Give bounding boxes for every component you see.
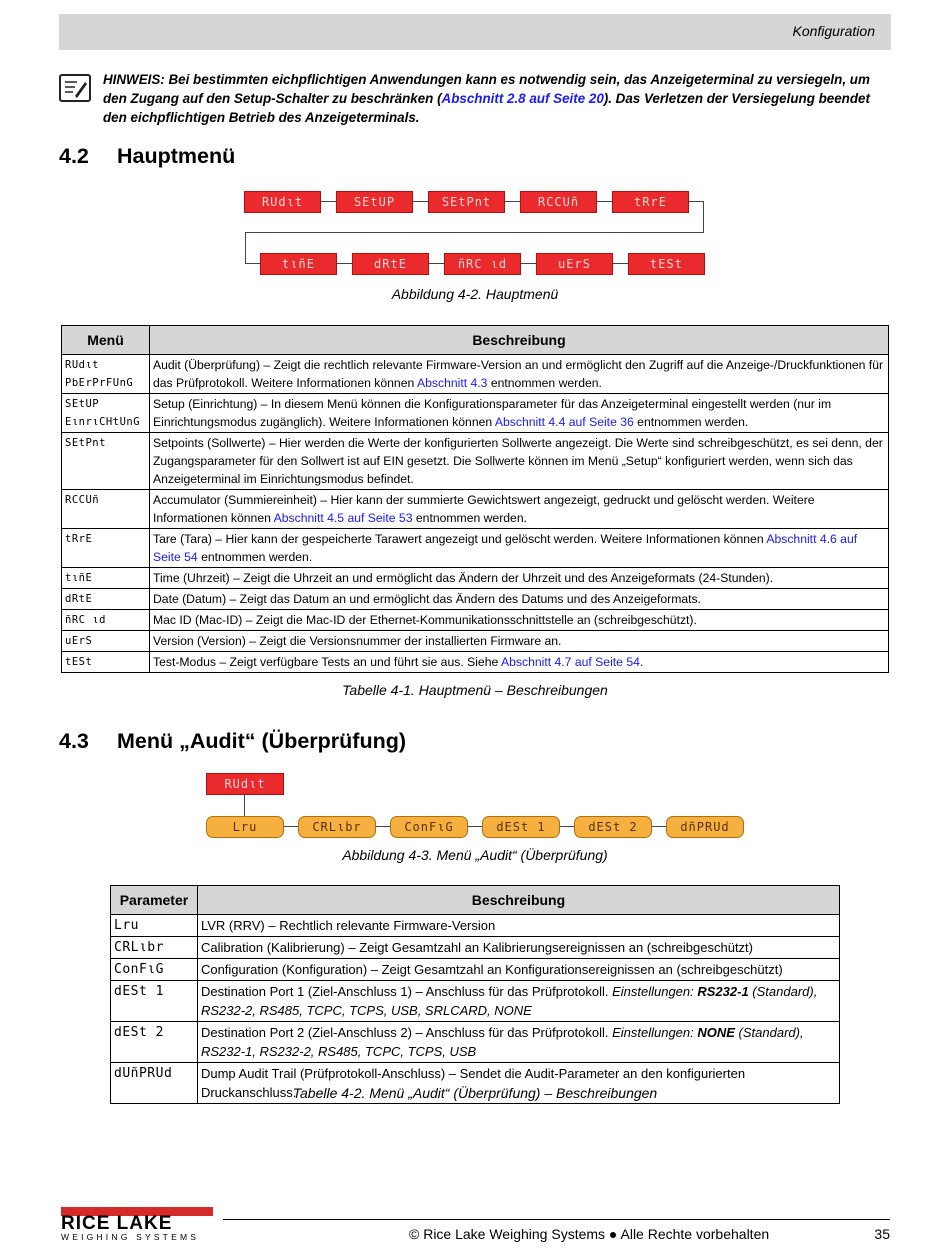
default-setting: NONE <box>697 1025 735 1040</box>
parameter-code: CRLιbr <box>111 937 198 959</box>
table-row <box>62 490 889 529</box>
table-caption-4-2: Tabelle 4-2. Menü „Audit“ (Überprüfung) – Beschreibungen <box>292 1085 658 1101</box>
section-number: 4.2 <box>59 144 89 168</box>
section-link[interactable]: Abschnitt 4.7 auf Seite 54 <box>500 655 640 669</box>
parameter-code: dUñPRUd <box>111 1063 198 1104</box>
menu-code: RCCUñ <box>62 490 150 529</box>
description-text: Version (Version) – Zeigt die Versionsnummer der installierten Firmware an. <box>152 634 562 648</box>
menu-code: RUdιt PbErPrFUnG <box>62 355 150 394</box>
audit-root-box: RUdιt <box>206 773 284 795</box>
note-prefix: HINWEIS: Bei bestimmten eichpflichtigen Anwendungen kann es notwendig sein, das Anzeigeterminal zu versiegeln, um den Zugang auf den Setup-Schalter zu beschränken ( <box>103 72 870 106</box>
logo-tagline: WEIGHING SYSTEMS <box>61 1232 200 1242</box>
section-link[interactable]: Abschnitt 4.6 auf Seite 54 <box>152 532 858 564</box>
column-header-menu: Menü <box>62 326 150 355</box>
description-text: Mac ID (Mac-ID) – Zeigt die Mac-ID der Ethernet-Kommunikationsschnittstelle an (schreibgeschützt). <box>152 613 697 627</box>
menu-code: uErS <box>62 631 150 652</box>
menu-box-time: tιñE <box>260 253 337 275</box>
audit-box-calibration: CRLιbr <box>298 816 376 838</box>
default-setting: RS232-1 <box>697 984 749 999</box>
section-number: 4.3 <box>59 729 89 753</box>
table-row <box>62 394 889 433</box>
menu-box-audit: RUdιt <box>244 191 321 213</box>
section-link[interactable]: Abschnitt 4.5 auf Seite 53 <box>273 511 413 525</box>
header-title: Konfiguration <box>792 23 875 39</box>
section-link[interactable]: Abschnitt 4.4 auf Seite 36 <box>494 415 634 429</box>
settings-options: (Standard), RS232-1, RS232-2, RS485, TCPC, TCPS, USB <box>200 1025 804 1059</box>
description-text: Test-Modus – Zeigt verfügbare Tests an und führt sie aus. Siehe <box>152 655 501 669</box>
settings-options: (Standard), RS232-2, RS485, TCPC, TCPS, USB, SRLCARD, NONE <box>200 984 818 1018</box>
menu-description <box>149 355 888 394</box>
table-row <box>111 915 840 937</box>
description-text: Audit (Überprüfung) – Zeigt die rechtlich relevante Firmware-Version an und ermöglicht den Zugriff auf die Anzeige-/Druckfunktionen für das Prüfprotokoll. Weitere Informationen können <box>152 358 884 390</box>
settings-label: Einstellungen: <box>612 984 698 999</box>
menu-box-accumulator: RCCUñ <box>520 191 597 213</box>
table-caption-4-1: Tabelle 4-1. Hauptmenü – Beschreibungen <box>342 682 608 698</box>
audit-box-dump: dñPRUd <box>666 816 744 838</box>
menu-description <box>149 433 888 490</box>
table-row <box>62 529 889 568</box>
parameter-code: dESt 2 <box>111 1022 198 1063</box>
description-text: Destination Port 1 (Ziel-Anschluss 1) – Anschluss für das Prüfprotokoll. <box>200 984 613 999</box>
section-title: Menü „Audit“ (Überprüfung) <box>117 729 407 753</box>
note-link[interactable]: Abschnitt 2.8 auf Seite 20 <box>441 91 604 106</box>
menu-code: SEtUP EιnrιCHtUnG <box>62 394 150 433</box>
column-header-parameter: Parameter <box>111 886 198 915</box>
menu-description <box>149 652 888 673</box>
parameter-code: ConFιG <box>111 959 198 981</box>
menu-description <box>149 394 888 433</box>
menu-box-setup: SEtUP <box>336 191 413 213</box>
table-row <box>62 610 889 631</box>
menu-box-test: tESt <box>628 253 705 275</box>
menu-description <box>149 631 888 652</box>
parameter-description <box>197 981 839 1022</box>
audit-box-dest1: dESt 1 <box>482 816 560 838</box>
menu-code: SEtPnt <box>62 433 150 490</box>
parameter-description <box>197 937 839 959</box>
description-text: Tare (Tara) – Hier kann der gespeicherte Tarawert angezeigt und gelöscht werden. Weitere Informationen können <box>152 532 767 546</box>
menu-box-macid: ñRC ιd <box>444 253 521 275</box>
section-heading-4-3 <box>59 729 406 754</box>
menu-code: tιñE <box>62 568 150 589</box>
table-row <box>62 652 889 673</box>
figure-caption-4-3: Abbildung 4-3. Menü „Audit“ (Überprüfung) <box>342 847 608 863</box>
description-text: Dump Audit Trail (Prüfprotokoll-Anschluss) – Sendet die Audit-Parameter an den konfigurierten Druckanschluss. <box>200 1066 746 1100</box>
table-row <box>62 433 889 490</box>
description-text: Time (Uhrzeit) – Zeigt die Uhrzeit an und ermöglicht das Ändern der Uhrzeit und des Anzeigeformats (24-Stunden). <box>152 571 774 585</box>
parameter-code: dESt 1 <box>111 981 198 1022</box>
description-text: Destination Port 2 (Ziel-Anschluss 2) – Anschluss für das Prüfprotokoll. <box>200 1025 613 1040</box>
column-header-description: Beschreibung <box>149 326 888 355</box>
description-text: Setpoints (Sollwerte) – Hier werden die Werte der konfigurierten Sollwerte angezeigt. Die Werte sind schreibgeschützt, es sei denn, der Zugangsparameter für den Sollwert ist auf EIN gesetzt. Die Sollwerte können im Menü „Setup“ konfiguriert werden, wenn sich das Anzeigeterminal im Einrichtungsmodus befindet. <box>152 436 883 486</box>
table-row <box>111 981 840 1022</box>
menu-description <box>149 529 888 568</box>
menu-box-tare: tRrE <box>612 191 689 213</box>
audit-menu-table <box>110 885 840 1104</box>
page-header <box>59 14 891 50</box>
description-text: Accumulator (Summiereinheit) – Hier kann der summierte Gewichtswert angezeigt, gedruckt und gelöscht werden. Weitere Informationen können <box>152 493 815 525</box>
menu-code: tRrE <box>62 529 150 568</box>
section-link[interactable]: Abschnitt 4.3 <box>416 376 488 390</box>
table-row <box>62 631 889 652</box>
table-row <box>62 355 889 394</box>
menu-description <box>149 490 888 529</box>
description-text: Setup (Einrichtung) – In diesem Menü können die Konfigurationsparameter für das Anzeigeterminal eingestellt werden (nur im Einrichtungsmodus zugänglich). Weitere Informationen können <box>152 397 832 429</box>
menu-code: tESt <box>62 652 150 673</box>
note-icon <box>59 74 91 102</box>
audit-box-dest2: dESt 2 <box>574 816 652 838</box>
section-heading-4-2 <box>59 144 235 169</box>
description-text: Date (Datum) – Zeigt das Datum an und ermöglicht das Ändern des Datums und des Anzeigeformats. <box>152 592 702 606</box>
main-menu-table <box>61 325 889 673</box>
parameter-description <box>197 915 839 937</box>
parameter-description <box>197 959 839 981</box>
audit-box-configuration: ConFιG <box>390 816 468 838</box>
description-suffix: entnommen werden. <box>197 550 313 564</box>
section-title: Hauptmenü <box>117 144 236 168</box>
menu-code: ñRC ιd <box>62 610 150 631</box>
description-suffix: entnommen werden. <box>412 511 527 525</box>
parameter-description <box>197 1022 839 1063</box>
description-suffix: entnommen werden. <box>633 415 749 429</box>
logo-wordmark: RICE LAKE <box>61 1213 173 1234</box>
menu-description <box>149 589 888 610</box>
description-text: Calibration (Kalibrierung) – Zeigt Gesamtzahl an Kalibrierungsereignissen an (schreibgeschützt) <box>200 940 754 955</box>
note-text <box>103 70 888 127</box>
menu-description <box>149 568 888 589</box>
footer-copyright: © Rice Lake Weighing Systems ● Alle Rechte vorbehalten <box>409 1226 770 1242</box>
menu-box-setpoints: SEtPnt <box>428 191 505 213</box>
table-row <box>111 937 840 959</box>
menu-description <box>149 610 888 631</box>
footer-rule <box>223 1219 890 1220</box>
description-text: LVR (RRV) – Rechtlich relevante Firmware-Version <box>200 918 496 933</box>
description-suffix: . <box>639 655 644 669</box>
menu-box-date: dRtE <box>352 253 429 275</box>
table-row <box>62 568 889 589</box>
audit-box-lvr: Lru <box>206 816 284 838</box>
note-suffix: ). Das Verletzen der Versiegelung beendet den eichpflichtigen Betrieb des Anzeigeterminals. <box>103 91 870 125</box>
settings-label: Einstellungen: <box>612 1025 698 1040</box>
column-header-description: Beschreibung <box>197 886 839 915</box>
figure-caption-4-2: Abbildung 4-2. Hauptmenü <box>391 286 559 302</box>
table-row <box>62 589 889 610</box>
table-row <box>111 1022 840 1063</box>
description-text: Configuration (Konfiguration) – Zeigt Gesamtzahl an Konfigurationsereignissen an (schreibgeschützt) <box>200 962 783 977</box>
table-row <box>111 959 840 981</box>
description-suffix: entnommen werden. <box>487 376 602 390</box>
page-number: 35 <box>874 1226 890 1242</box>
parameter-code: Lru <box>111 915 198 937</box>
menu-box-version: uErS <box>536 253 613 275</box>
menu-code: dRtE <box>62 589 150 610</box>
